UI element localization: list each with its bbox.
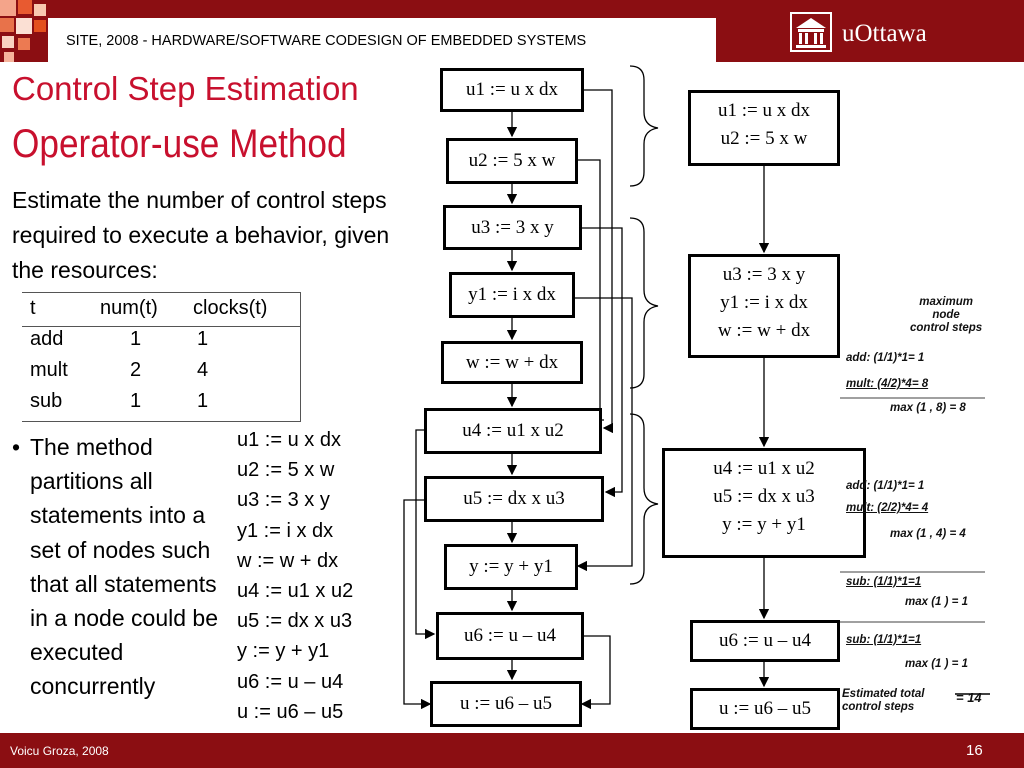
list-item: y1 := i x dx	[237, 519, 334, 542]
table-cell: 2	[130, 359, 142, 381]
annotation-n5-sub: sub: (1/1)*1=1	[846, 634, 922, 646]
table-cell: sub	[30, 390, 63, 412]
table-cell: mult	[30, 359, 68, 381]
table-cell: 1	[197, 390, 209, 412]
description-text: Estimate the number of control steps required to execute a behavior, given the resources:	[12, 187, 390, 283]
table-cell: 1	[130, 328, 142, 350]
page-number: 16	[966, 742, 983, 759]
annotation-n2-max: max (1 , 8) = 8	[890, 402, 966, 414]
table-header-cell: num(t)	[100, 297, 158, 319]
graph-node-u6: u6 := u – u4	[436, 612, 584, 660]
bullet-marker: •	[12, 434, 21, 460]
annotation-n3-max: max (1 , 4) = 4	[890, 528, 966, 540]
merged-node-4: u6 := u – u4	[690, 620, 840, 662]
logo-text: uOttawa	[842, 20, 927, 47]
table-cell: add	[30, 328, 64, 350]
list-item: y := y + y1	[237, 640, 330, 663]
annotation-heading: maximum node control steps	[910, 296, 983, 334]
table-cell: 1	[130, 390, 142, 412]
list-item: u := u6 – u5	[237, 700, 344, 723]
annotation-n4-max: max (1 ) = 1	[905, 596, 968, 608]
list-item: u6 := u – u4	[237, 670, 344, 693]
graph-node-w: w := w + dx	[441, 341, 583, 384]
graph-node-u: u := u6 – u5	[430, 681, 582, 727]
course-title: SITE, 2008 - HARDWARE/SOFTWARE CODESIGN OF EMBEDDED SYSTEMS	[66, 33, 587, 49]
list-item: u5 := dx x u3	[237, 610, 353, 633]
graph-node-u2: u2 := 5 x w	[446, 138, 578, 184]
merged-node-2: u3 := 3 x y y1 := i x dx w := w + dx	[688, 254, 840, 358]
merged-node-1: u1 := u x dx u2 := 5 x w	[688, 90, 840, 166]
annotation-n5-max: max (1 ) = 1	[905, 658, 968, 670]
annotation-total-label: Estimated total control steps	[842, 688, 925, 713]
table-header-cell: t	[30, 297, 36, 319]
table-header-cell: clocks(t)	[193, 297, 268, 319]
graph-node-u5: u5 := dx x u3	[424, 476, 604, 522]
footer-author: Voicu Groza, 2008	[10, 744, 109, 758]
annotation-n2-mult: mult: (4/2)*4= 8	[846, 378, 929, 390]
list-item: u4 := u1 x u2	[237, 580, 354, 603]
list-item: w := w + dx	[237, 549, 339, 572]
list-item: u1 := u x dx	[237, 429, 341, 451]
list-item: u3 := 3 x y	[237, 489, 330, 512]
slide-subtitle: Operator-use Method	[12, 122, 347, 166]
merged-node-5: u := u6 – u5	[690, 688, 840, 730]
graph-node-u1: u1 := u x dx	[440, 68, 584, 112]
annotation-n3-add: add: (1/1)*1= 1	[846, 480, 925, 492]
table-cell: 1	[197, 328, 209, 350]
graph-node-u4: u4 := u1 x u2	[424, 408, 602, 454]
slide-title: Control Step Estimation	[12, 70, 359, 107]
footer-bar	[0, 733, 1024, 768]
bullet-text: The method partitions all statements into a set of nodes such that all statements in a node could be executed concurrently	[30, 434, 218, 700]
merged-node-3: u4 := u1 x u2 u5 := dx x u3 y := y + y1	[662, 448, 866, 558]
table-cell: 4	[197, 359, 209, 381]
graph-node-y: y := y + y1	[444, 544, 578, 590]
graph-node-u3: u3 := 3 x y	[443, 205, 582, 250]
annotation-n2-add: add: (1/1)*1= 1	[846, 352, 925, 364]
graph-node-y1: y1 := i x dx	[449, 272, 575, 318]
annotation-n4-sub: sub: (1/1)*1=1	[846, 576, 922, 588]
list-item: u2 := 5 x w	[237, 459, 335, 482]
annotation-total-value: = 14	[956, 690, 982, 705]
annotation-n3-mult: mult: (2/2)*4= 4	[846, 502, 929, 514]
